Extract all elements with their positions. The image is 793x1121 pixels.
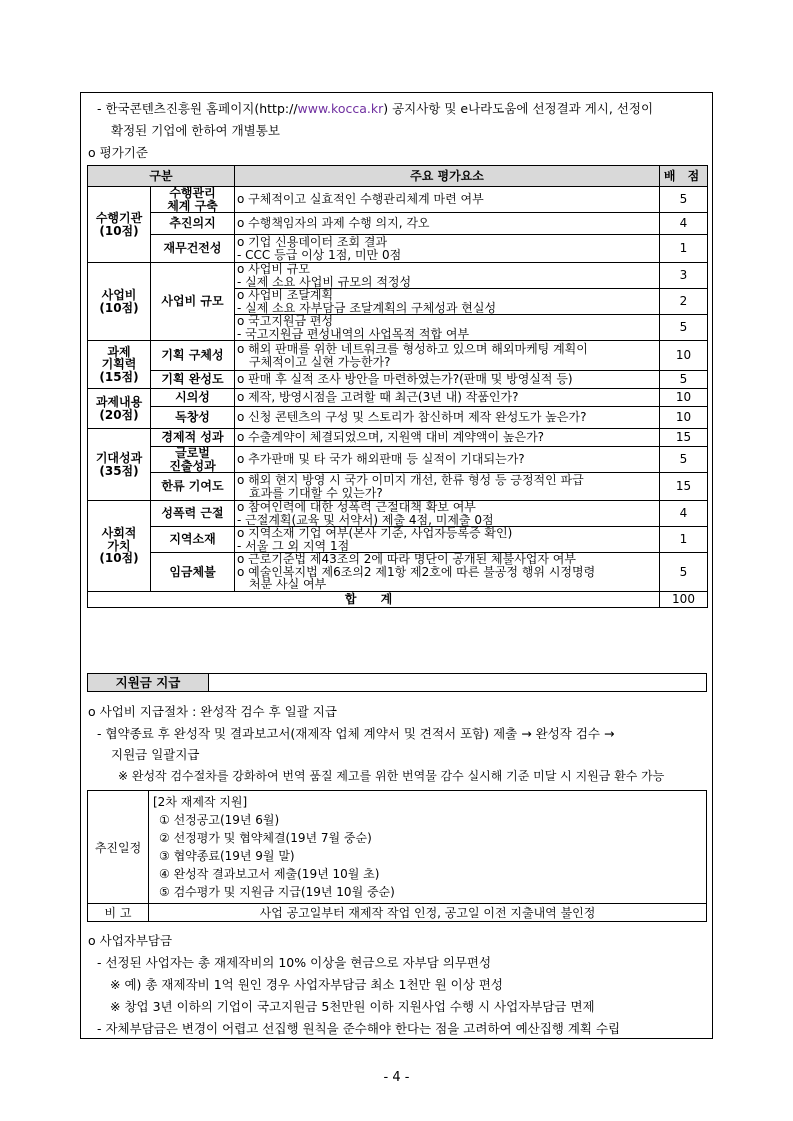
eval-criteria xyxy=(235,553,660,592)
eval-criteria xyxy=(235,429,660,447)
eval-score: 15 xyxy=(660,429,708,447)
eval-subcategory: 글로벌 진출성과 xyxy=(151,447,235,473)
eval-criteria-line: - 실제 소요 사업비 규모의 적정성 xyxy=(237,274,412,289)
eval-row xyxy=(88,263,708,289)
eval-criteria-line: ο 추가판매 및 타 국가 해외판매 등 실적이 기대되는가? xyxy=(237,452,525,467)
eval-total-row xyxy=(88,591,708,607)
intro-line-2: 확정된 기업에 한하여 개별통보 xyxy=(111,123,280,138)
eval-row xyxy=(88,447,708,473)
payment-detail-1: - 협약종료 후 완성작 및 결과보고서(재제작 업체 계약서 및 견적서 포함) 제출 → 완성작 검수 → xyxy=(97,726,615,741)
self-funding-line-1: - 선정된 사업자는 총 재제작비의 10% 이상을 현금으로 자부담 의무편성 xyxy=(97,955,492,970)
eval-criteria xyxy=(235,389,660,407)
payment-procedure: ο 사업비 지급절차 : 완성작 검수 후 일괄 지급 xyxy=(88,704,337,719)
eval-criteria-line: ο 참여인력에 대한 성폭력 근절대책 확보 여부 xyxy=(237,500,476,514)
eval-score: 3 xyxy=(660,263,708,289)
schedule-title: [2차 재제작 지원] xyxy=(153,795,248,809)
eval-score: 4 xyxy=(660,213,708,235)
eval-row xyxy=(88,341,708,371)
page-number: - 4 - xyxy=(383,1070,410,1085)
eval-criteria-line: ο 제작, 방영시점을 고려할 때 최근(3년 내) 작품인가? xyxy=(237,390,519,405)
eval-row xyxy=(88,407,708,429)
eval-score: 4 xyxy=(660,501,708,527)
eval-criteria xyxy=(235,187,660,213)
eval-category: 사회적 가치 (10점) xyxy=(88,501,151,592)
eval-score: 5 xyxy=(660,187,708,213)
eval-criteria xyxy=(235,407,660,429)
eval-criteria-line: ο 사업비 조달계획 xyxy=(237,288,334,302)
eval-subcategory: 지역소재 xyxy=(151,527,235,553)
eval-row xyxy=(88,213,708,235)
eval-criteria-line: 효과를 기대할 수 있는가? xyxy=(249,485,383,500)
eval-subcategory: 기획 구체성 xyxy=(151,341,235,371)
eval-category: 수행기관 (10점) xyxy=(88,187,151,263)
eval-criteria-line: - 서울 그 외 지역 1점 xyxy=(237,538,350,553)
self-funding-heading: ο 사업자부담금 xyxy=(88,933,173,948)
eval-criteria-line: - 실제 소요 자부담금 조달계획의 구체성과 현실성 xyxy=(237,300,497,315)
eval-criteria xyxy=(235,371,660,389)
eval-row xyxy=(88,389,708,407)
eval-subcategory: 기획 완성도 xyxy=(151,371,235,389)
eval-criteria-line: ο 국고지원금 편성 xyxy=(237,314,334,328)
eval-score: 2 xyxy=(660,289,708,315)
payment-detail-2: 지원금 일괄지급 xyxy=(111,747,200,762)
eval-criteria-line: ο 수출계약이 체결되었으며, 지원액 대비 계약액이 높은가? xyxy=(237,430,545,445)
schedule-step: ⑤ 검수평가 및 지원금 지급(19년 10월 중순) xyxy=(159,885,395,899)
eval-score: 10 xyxy=(660,341,708,371)
eval-criteria xyxy=(235,315,660,341)
eval-criteria xyxy=(235,473,660,501)
eval-score: 1 xyxy=(660,527,708,553)
eval-criteria-line: 처분 사실 여부 xyxy=(249,577,327,591)
remark-label: 비 고 xyxy=(88,904,149,922)
schedule-table xyxy=(87,790,707,922)
eval-score: 1 xyxy=(660,235,708,263)
eval-criteria-line: - 국고지원금 편성내역의 사업목적 적합 여부 xyxy=(237,326,470,341)
eval-subcategory: 독창성 xyxy=(151,407,235,429)
eval-criteria-line: - CCC 등급 이상 1점, 미만 0점 xyxy=(237,247,402,262)
schedule-steps xyxy=(149,791,707,904)
eval-row xyxy=(88,527,708,553)
header-category: 구분 xyxy=(88,166,235,187)
eval-subcategory: 사업비 규모 xyxy=(151,263,235,341)
eval-criteria xyxy=(235,263,660,289)
eval-criteria-line: ο 해외 판매를 위한 네트워크를 형성하고 있으며 해외마케팅 계획이 xyxy=(237,342,588,356)
eval-row xyxy=(88,501,708,527)
eval-row xyxy=(88,429,708,447)
eval-subcategory: 경제적 성과 xyxy=(151,429,235,447)
eval-row xyxy=(88,235,708,263)
eval-score: 5 xyxy=(660,447,708,473)
self-funding-line-3: ※ 창업 3년 이하의 기업이 국고지원금 5천만원 이하 지원사업 수행 시 사업자부담금 면제 xyxy=(110,999,595,1014)
eval-subcategory: 시의성 xyxy=(151,389,235,407)
eval-score: 5 xyxy=(660,553,708,592)
kocca-link[interactable]: www.kocca.kr xyxy=(297,101,384,116)
eval-criteria xyxy=(235,213,660,235)
eval-subcategory: 재무건전성 xyxy=(151,235,235,263)
eval-score: 5 xyxy=(660,371,708,389)
eval-subcategory: 한류 기여도 xyxy=(151,473,235,501)
criteria-heading: ο 평가기준 xyxy=(88,145,148,160)
schedule-step: ④ 완성작 결과보고서 제출(19년 10월 초) xyxy=(159,867,380,881)
eval-row xyxy=(88,187,708,213)
self-funding-line-4: - 자체부담금은 변경이 어렵고 선집행 원칙을 준수해야 한다는 점을 고려하여 예산집행 계획 수립 xyxy=(97,1021,621,1036)
schedule-step: ① 선정공고(19년 6월) xyxy=(159,813,280,827)
eval-score: 10 xyxy=(660,389,708,407)
eval-row xyxy=(88,473,708,501)
eval-category: 기대성과 (35점) xyxy=(88,429,151,501)
schedule-step: ③ 협약종료(19년 9월 말) xyxy=(159,849,295,863)
eval-criteria-line: ο 지역소재 기업 여부(본사 기준, 사업자등록증 확인) xyxy=(237,526,513,540)
header-score: 배 점 xyxy=(660,166,708,187)
eval-category: 과제 기획력 (15점) xyxy=(88,341,151,389)
eval-row xyxy=(88,371,708,389)
remark-text: 사업 공고일부터 재제작 작업 인정, 공고일 이전 지출내역 불인정 xyxy=(149,904,707,922)
eval-subcategory: 임금체불 xyxy=(151,553,235,592)
eval-criteria-line: ο 기업 신용데이터 조회 결과 xyxy=(237,235,388,249)
payment-note: ※ 완성작 검수절차를 강화하여 번역 품질 제고를 위한 번역물 감수 실시해 기준 미달 시 지원금 환수 가능 xyxy=(118,769,665,783)
eval-criteria-line: ο 근로기준법 제43조의 2에 따라 명단이 공개된 체불사업자 여부 xyxy=(237,552,576,566)
eval-category: 과제내용 (20점) xyxy=(88,389,151,429)
evaluation-table xyxy=(87,165,708,608)
eval-criteria-line: ο 수행책임자의 과제 수행 의지, 각오 xyxy=(237,216,430,231)
eval-subcategory: 추진의지 xyxy=(151,213,235,235)
eval-row xyxy=(88,553,708,592)
eval-criteria-line: 구체적이고 실현 가능한가? xyxy=(249,354,391,369)
eval-criteria xyxy=(235,235,660,263)
self-funding-line-2: ※ 예) 총 재제작비 1억 원인 경우 사업자부담금 최소 1천만 원 이상 편성 xyxy=(110,977,503,992)
eval-criteria-line: ο 신청 콘텐츠의 구성 및 스토리가 참신하며 제작 완성도가 높은가? xyxy=(237,410,587,425)
eval-criteria xyxy=(235,501,660,527)
eval-criteria-line: ο 구체적이고 실효적인 수행관리체계 마련 여부 xyxy=(237,192,484,207)
eval-score: 5 xyxy=(660,315,708,341)
eval-criteria xyxy=(235,447,660,473)
eval-criteria xyxy=(235,527,660,553)
eval-total-score: 100 xyxy=(660,591,708,607)
eval-subcategory: 수행관리 체계 구축 xyxy=(151,187,235,213)
schedule-step: ② 선정평가 및 협약체결(19년 7월 중순) xyxy=(159,831,372,845)
payment-section-header xyxy=(87,673,707,692)
eval-criteria-line: - 근절계획(교육 및 서약서) 제출 4점, 미제출 0점 xyxy=(237,512,494,527)
eval-score: 10 xyxy=(660,407,708,429)
intro-line-1: - 한국콘텐츠진흥원 홈페이지(http://www.kocca.kr) 공지사항 및 e나라도움에 선정결과 게시, 선정이 xyxy=(97,101,654,116)
payment-section-label: 지원금 지급 xyxy=(88,674,209,691)
eval-subcategory: 성폭력 근절 xyxy=(151,501,235,527)
eval-criteria-line: ο 예술인복지법 제6조의2 제1항 제2호에 따른 불공정 행위 시정명령 xyxy=(237,564,596,579)
eval-total-label: 합 계 xyxy=(88,591,660,607)
eval-criteria xyxy=(235,289,660,315)
eval-score: 15 xyxy=(660,473,708,501)
eval-criteria xyxy=(235,341,660,371)
eval-criteria-line: ο 해외 현지 방영 시 국가 이미지 개선, 한류 형성 등 긍정적인 파급 xyxy=(237,473,584,487)
header-factor: 주요 평가요소 xyxy=(235,166,660,187)
schedule-label: 추진일정 xyxy=(88,791,149,904)
eval-category: 사업비 (10점) xyxy=(88,263,151,341)
eval-criteria-line: ο 판매 후 실적 조사 방안을 마련하였는가?(판매 및 방영실적 등) xyxy=(237,372,573,387)
eval-criteria-line: ο 사업비 규모 xyxy=(237,262,310,276)
